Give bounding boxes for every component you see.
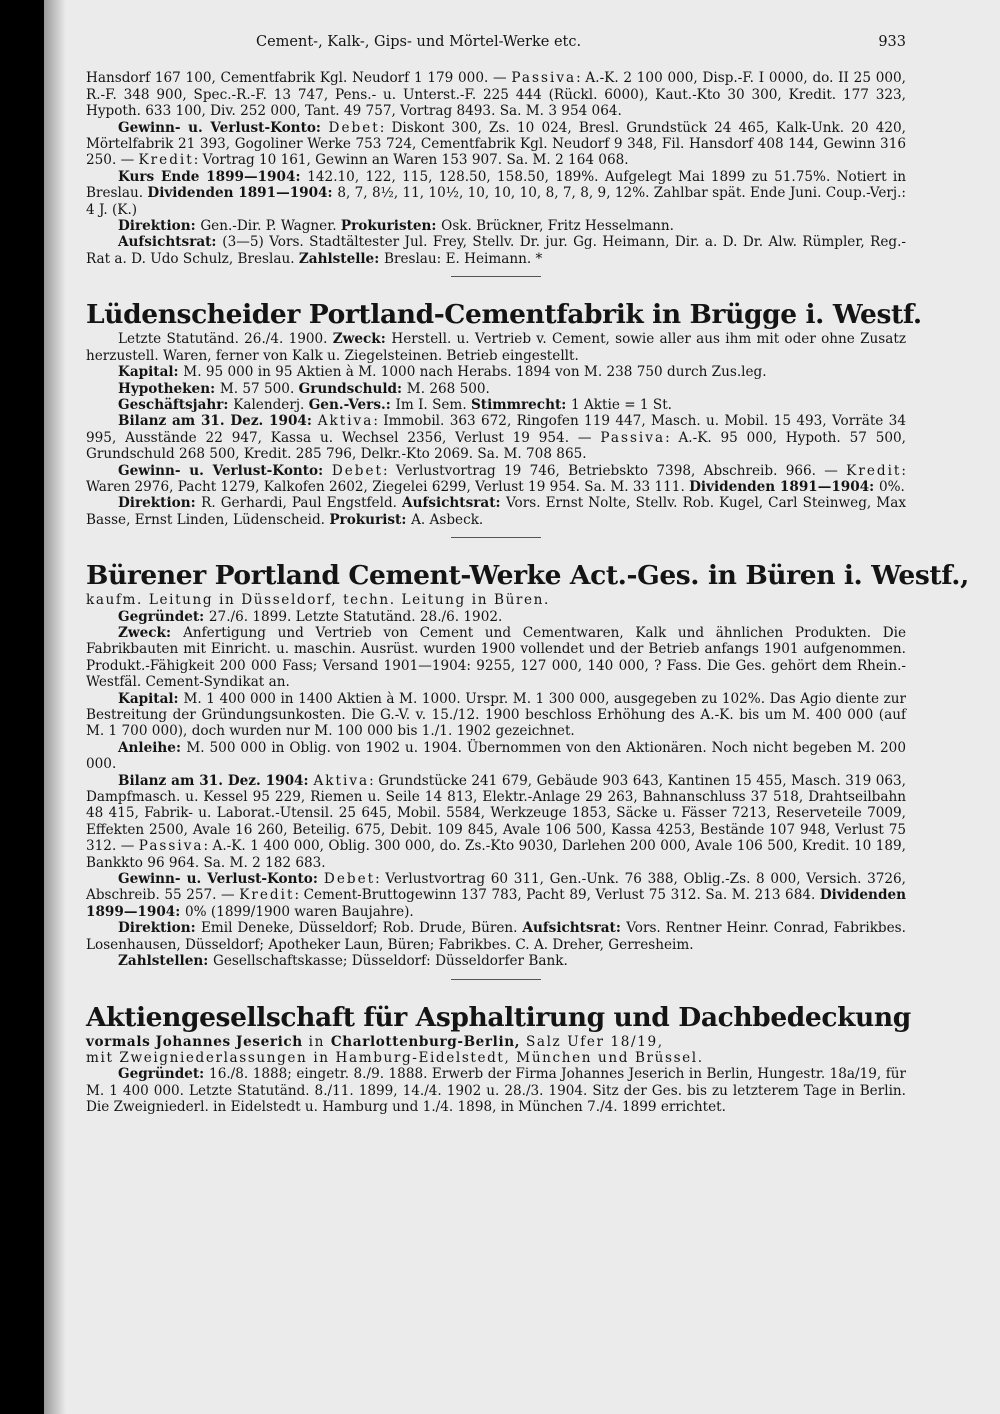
field-label: Hypotheken: — [118, 380, 220, 397]
section-divider — [451, 979, 541, 980]
section-divider — [451, 276, 541, 277]
field-label: Gewinn- u. Verlust-Konto: — [118, 871, 324, 888]
profit-loss-paragraph — [86, 120, 906, 169]
text-run: : Cement-Bruttogewinn 137 783, Pacht 89, Verlust 75 312. Sa. M. 213 684. — [294, 887, 820, 904]
field-label: Zahlstelle: — [298, 250, 384, 267]
section-divider — [451, 537, 541, 538]
entry-paragraph — [86, 871, 906, 920]
entry-paragraph — [86, 413, 906, 462]
running-header — [86, 34, 906, 50]
spaced-term: Passiva — [138, 838, 204, 855]
field-label: Zweck: — [332, 331, 392, 348]
text-run: 0%. — [878, 478, 905, 495]
field-label: Prokurist: — [329, 511, 412, 528]
section-luedenscheider — [86, 299, 922, 538]
company-heading: Bürener Portland Cement-Werke Act.-Ges. in Büren i. Westf., — [86, 560, 969, 592]
field-label: Direktion: — [118, 920, 201, 937]
page-content — [86, 34, 969, 1116]
balance-paragraph — [86, 70, 906, 119]
spaced-term: Debet — [323, 871, 376, 888]
field-label: Geschäftsjahr: — [118, 396, 234, 413]
text-run: 0% (1899/1900 waren Baujahre). — [185, 903, 414, 920]
company-branches: mit Zweigniederlassungen in Hamburg-Eidelstedt, München und Brüssel. — [86, 1049, 704, 1066]
text-run: 1 Aktie = 1 St. — [571, 396, 672, 413]
field-label: Gewinn- u. Verlust-Konto: — [118, 462, 332, 479]
entry-paragraph — [86, 920, 906, 953]
field-label: Direktion: — [118, 495, 202, 512]
text-run: A. Asbeck. — [411, 511, 484, 528]
field-label: Anleihe: — [118, 739, 187, 756]
share-price-paragraph — [86, 169, 906, 218]
entry-paragraph — [86, 609, 906, 625]
document-page — [44, 0, 1000, 1414]
text-run: : Vortrag 10 161, Gewinn an Waren 153 907. Sa. M. 2 164 068. — [193, 152, 629, 169]
field-label: Gen.-Vers.: — [308, 396, 396, 413]
text-run: Letzte Statutänd. 26./4. 1900. — [118, 331, 333, 348]
text-run: : A.-K. 1 400 000, Oblig. 300 000, do. Zs.-Kto 9030, Darlehen 200 000, Avale 106 500, Kredit. 10 189, Bankkto 96 964. Sa. M. 2 182 683. — [86, 838, 906, 871]
spaced-term: Kredit — [846, 462, 902, 479]
text-run: R. Gerhardi, Paul Engstfeld. — [201, 495, 403, 512]
field-label: Dividenden 1891—1904: — [689, 478, 879, 495]
text-run: 142.10, 122, 115, 128.50, 158.50, 189%. Aufgelegt Mai 1899 zu 51.75%. Notiert in Breslau. — [86, 168, 907, 202]
text-run: M. 1 400 000 in 1400 Aktien à M. 1000. Urspr. M. 1 300 000, ausgegeben zu 102%. Das Agio diente zur Bestreitung der Gründungsunkosten. Die G.-V. v. 15./12. 1900 beschloss Erhöhung des A.-K. bis um M. 400 000 (auf M. 1 700 000), doch wurden nur M. 100 000 bis 1./1. 1902 gezeichnet. — [86, 690, 906, 740]
spaced-term: Kredit — [239, 887, 295, 904]
text-run: 8, 7, 8½, 11, 10½, 10, 10, 10, 8, 7, 8, 9, 12%. Zahlbar spät. Ende Juni. Coup.-Verj.: 4 J. (K.) — [86, 185, 907, 218]
field-label: Dividenden 1899—1904: — [86, 887, 906, 920]
company-subline — [86, 1034, 906, 1050]
text-run: Breslau: E. Heimann. * — [383, 250, 543, 267]
entry-paragraph — [86, 691, 906, 740]
entry-paragraph — [86, 740, 906, 773]
company-heading: Lüdenscheider Portland-Cementfabrik in Brügge i. Westf. — [86, 299, 922, 331]
field-label: Gegründet: — [118, 1066, 210, 1083]
field-label: Zahlstellen: — [118, 953, 213, 970]
text-run: Im I. Sem. — [395, 396, 471, 413]
text-run: (3—5) Vors. Stadtältester Jul. Frey, Stellv. Dr. jur. Gg. Heimann, Dir. a. D. Dr. Alw. Rümpler, Reg.-Rat a. D. Udo Schulz, Breslau. — [86, 234, 906, 267]
field-label: Kapital: — [118, 690, 184, 707]
former-name: vormals Johannes Jeserich — [86, 1033, 303, 1050]
company-heading: Aktiengesellschaft für Asphaltirung und Dachbedeckung — [86, 1001, 911, 1033]
field-label: Aufsichtsrat: — [522, 920, 627, 937]
entry-paragraph — [86, 1066, 906, 1115]
section-previous-company-tail — [86, 70, 906, 277]
seat-city: Charlottenburg-Berlin, — [330, 1033, 521, 1050]
text-run: : Verlustvortrag 60 311, Gen.-Unk. 76 388, Oblig.-Zs. 8 000, Versich. 3726, Abschreib. 55 257. — — [86, 871, 906, 904]
entry-paragraph — [86, 331, 906, 364]
spaced-term: Aktiva — [313, 772, 370, 789]
entry-paragraph — [86, 397, 906, 413]
section-buerener — [86, 560, 969, 979]
seat-address: Salz Ufer 18/19, — [520, 1033, 664, 1050]
text-run: : Waren 2976, Pacht 1279, Kalkofen 2602, Ziegelei 6299, Verlust 19 954. Sa. M. 33 111. — [86, 462, 906, 495]
spaced-term: Kredit — [138, 152, 194, 169]
entry-paragraph — [86, 625, 906, 691]
text-run: Hansdorf 167 100, Cementfabrik Kgl. Neudorf 1 179 000. — — [86, 70, 512, 87]
text-run: : Verlustvortrag 19 746, Betriebskto 7398, Abschreib. 966. — — [383, 462, 847, 479]
entry-paragraph — [86, 364, 906, 380]
text-run: : Grundstücke 241 679, Gebäude 903 643, Kantinen 15 455, Masch. 319 063, Dampfmasch. u. Kessel 95 229, Riemen u. Seile 14 813, Elektr.-Anlage 29 263, Bahnanschluss 37 518, Drahtseilbahn 48 415, Fabrik- u. Laborat.-Utensil. 25 645, Mobil. 5584, Werkzeuge 1853, Säcke u. Fässer 7213, Reserveteile 7009, Effekten 2500, Avale 16 260, Beteilig. 675, Debit. 109 845, Avale 106 500, Kassa 4253, Bestände 107 948, Verlust 75 312. — — [86, 772, 907, 855]
text-run: 16./8. 1888; eingetr. 8./9. 1888. Erwerb der Firma Johannes Jeserich in Berlin, Hungestr. 18a/19, für M. 1 400 000. Letzte Statutänd. 8./11. 1899, 14./4. 1902 u. 28./3. 1904. Sitz der Ges. bis zu letzterem Tage in Berlin. Die Zweigniederl. in Eidelstedt u. Hamburg und 1./4. 1898, in München 7./4. 1899 errichtet. — [86, 1066, 906, 1116]
spaced-term: Debet — [331, 462, 384, 479]
text-run: M. 268 500. — [406, 380, 490, 397]
field-label: Kapital: — [118, 364, 184, 381]
field-label: Direktion: — [118, 218, 201, 235]
spaced-term: Debet — [328, 119, 380, 136]
field-label: Prokuristen: — [340, 218, 442, 235]
company-subline: kaufm. Leitung in Düsseldorf, techn. Leitung in Büren. — [86, 592, 550, 609]
entry-paragraph — [86, 495, 906, 528]
text-run: : Diskont 300, Zs. 10 024, Bresl. Grundstück 24 465, Kalk-Unk. 20 420, Mörtelfabrik 21 393, Gogoliner Werke 753 724, Cementfabrik Kgl. Neudorf 9 348, Fil. Hansdorf 408 144, Gewinn 316 250. — — [86, 119, 906, 169]
management-paragraph — [86, 218, 906, 234]
text-run: M. 95 000 in 95 Aktien à M. 1000 nach Herabs. 1894 von M. 238 750 durch Zus.leg. — [183, 364, 767, 381]
text-run: M. 57 500. — [219, 380, 299, 397]
text-run: : A.-K. 2 100 000, Disp.-F. I 0000, do. II 25 000, R.-F. 348 900, Spec.-R.-F. 13 747, Pens.- u. Unterst.-F. 225 444 (Rückl. 6000), Kaut.-Kto 30 300, Kredit. 177 323, Hypoth. 633 100, Div. 252 000, Tant. 49 757, Vortrag 8493. Sa. M. 3 954 064. — [86, 70, 906, 120]
page-number: 933 — [878, 34, 906, 50]
spaced-term: Passiva — [511, 70, 577, 87]
field-label: Gegründet: — [118, 608, 209, 625]
entry-paragraph — [86, 953, 906, 969]
field-label: Aufsichtsrat: — [118, 234, 223, 251]
board-paragraph — [86, 234, 906, 267]
text-run: 27./6. 1899. Letzte Statutänd. 28./6. 1902. — [208, 608, 503, 625]
text-run: Gesellschaftskasse; Düsseldorf: Düsseldorfer Bank. — [212, 953, 568, 970]
text-run: Osk. Brückner, Fritz Hesselmann. — [441, 218, 675, 235]
text-run: Kalenderj. — [233, 396, 309, 413]
binding-shadow — [44, 0, 66, 1414]
field-label: Bilanz am 31. Dez. 1904: — [118, 413, 318, 430]
text-run: Anfertigung und Vertrieb von Cement und Cementwaren, Kalk und ähnlichen Produkten. Die Fabrikbauten mit Einricht. u. maschin. Ausrüst. wurden 1900 vollendet und der Betrieb anfangs 1901 aufgenommen. Produkt.-Fähigkeit 200 000 Fass; Versand 1901—1904: 9255, 127 000, 140 000, ? Fass. Die Ges. gehört dem Rhein.-Westfäl. Cement-Syndikat an. — [86, 624, 906, 691]
spaced-term: Aktiva — [317, 413, 374, 430]
text-run: Emil Deneke, Düsseldorf; Rob. Drude, Büren. — [200, 920, 523, 937]
section-asphalt — [86, 1001, 911, 1116]
text-run: Vors. Rentner Heinr. Conrad, Fabrikbes. Losenhausen, Düsseldorf; Apotheker Laun, Büren; Fabrikbes. C. A. Dreher, Gerresheim. — [86, 920, 906, 953]
entry-paragraph — [86, 381, 906, 397]
running-title: Cement-, Kalk-, Gips- und Mörtel-Werke etc. — [256, 34, 582, 50]
spaced-term: Passiva — [600, 429, 666, 446]
field-label: Bilanz am 31. Dez. 1904: — [118, 772, 314, 789]
text-run: : A.-K. 95 000, Hypoth. 57 500, Grundschuld 268 500, Kredit. 285 796, Delkr.-Kto 2069. Sa. M. 708 865. — [86, 429, 907, 463]
field-label: Stimmrecht: — [470, 396, 571, 413]
text-run: M. 500 000 in Oblig. von 1902 u. 1904. Übernommen von den Aktionären. Noch nicht begeben M. 200 000. — [86, 739, 906, 773]
text-run: Gen.-Dir. P. Wagner. — [200, 218, 341, 235]
subline-connector: in — [302, 1033, 331, 1050]
entry-paragraph — [86, 463, 906, 496]
field-label: Aufsichtsrat: — [402, 495, 506, 512]
field-label: Gewinn- u. Verlust-Konto: — [118, 119, 329, 136]
text-run: Herstell. u. Vertrieb v. Cement, sowie aller aus ihm mit oder ohne Zusatz herzustell. Waren, ferner von Kalk u. Ziegelsteinen. Betrieb eingestellt. — [86, 331, 907, 364]
entry-paragraph — [86, 773, 906, 871]
text-run: Vors. Ernst Nolte, Stellv. Rob. Kugel, Carl Steinweg, Max Basse, Ernst Linden, Lüdenscheid. — [86, 495, 906, 528]
text-run: : Immobil. 363 672, Ringofen 119 447, Masch. u. Mobil. 15 493, Vorräte 34 995, Ausstände 22 947, Kassa u. Wechsel 2356, Verlust 19 954. — — [86, 413, 906, 446]
field-label: Kurs Ende 1899—1904: — [118, 168, 308, 185]
field-label: Dividenden 1891—1904: — [147, 185, 338, 202]
field-label: Zweck: — [118, 624, 184, 641]
field-label: Grundschuld: — [298, 380, 407, 397]
